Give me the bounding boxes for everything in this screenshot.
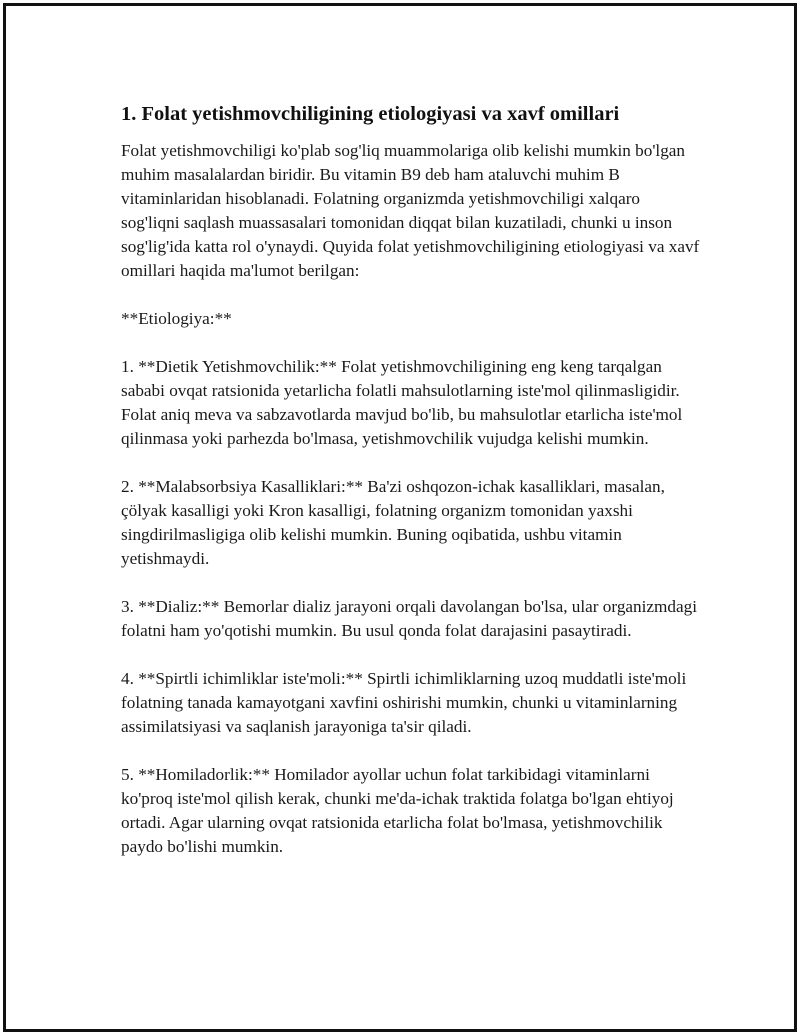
list-item-spirtli: 4. **Spirtli ichimliklar iste'moli:** Spirtli ichimliklarning uzoq muddatli iste'moli folatning tanada kamayotgani xavfini oshirishi mumkin, chunki u vitaminlarning assimilatsiyasi va saqlanish jarayoniga ta'sir qiladi. — [121, 669, 687, 736]
document-body — [121, 101, 701, 883]
section-heading-etiologiya: **Etiologiya:** — [121, 309, 232, 328]
intro-paragraph: Folat yetishmovchiligi ko'plab sog'liq muammolariga olib kelishi mumkin bo'lgan muhim masalalardan biridir. Bu vitamin B9 deb ham ataluvchi muhim B vitaminlaridan hisoblanadi. Folatning organizmda yetishmovchiligi xalqaro sog'liqni saqlash muassasalari tomonidan diqqat bilan kuzatiladi, chunki u inson sog'lig'ida katta rol o'ynaydi. Quyida folat yetishmovchiligining etiologiyasi va xavf omillari haqida ma'lumot berilgan: — [121, 141, 700, 280]
list-item-malabsorbsiya: 2. **Malabsorbsiya Kasalliklari:** Ba'zi oshqozon-ichak kasalliklari, masalan, çölyak kasalligi yoki Kron kasalligi, folatning organizm tomonidan yaxshi singdirilmasligiga olib kelishi mumkin. Buning oqibatida, ushbu vitamin yetishmaydi. — [121, 477, 665, 568]
list-item-dietik: 1. **Dietik Yetishmovchilik:** Folat yetishmovchiligining eng keng tarqalgan sababi ovqat ratsionida yetarlicha folatli mahsulotlarning iste'mol qilinmasligidir. Folat aniq meva va sabzavotlarda mavjud bo'lib, bu mahsulotlar etarlicha iste'mol qilinmasa yoki parhezda bo'lmasa, yetishmovchilik vujudga kelishi mumkin. — [121, 357, 683, 448]
list-item-homiladorlik: 5. **Homiladorlik:** Homilador ayollar uchun folat tarkibidagi vitaminlarni ko'proq iste'mol qilish kerak, chunki me'da-ichak traktida folatga bo'lgan ehtiyoj ortadi. Agar ularning ovqat ratsionida etarlicha folat bo'lmasa, yetishmovchilik paydo bo'lishi mumkin. — [121, 765, 674, 856]
list-item-dializ: 3. **Dializ:** Bemorlar dializ jarayoni orqali davolangan bo'lsa, ular organizmdagi folatni ham yo'qotishi mumkin. Bu usul qonda folat darajasini pasaytiradi. — [121, 597, 697, 640]
document-title: 1. Folat yetishmovchiligining etiologiyasi va xavf omillari — [121, 103, 620, 125]
page-frame — [3, 3, 797, 1032]
